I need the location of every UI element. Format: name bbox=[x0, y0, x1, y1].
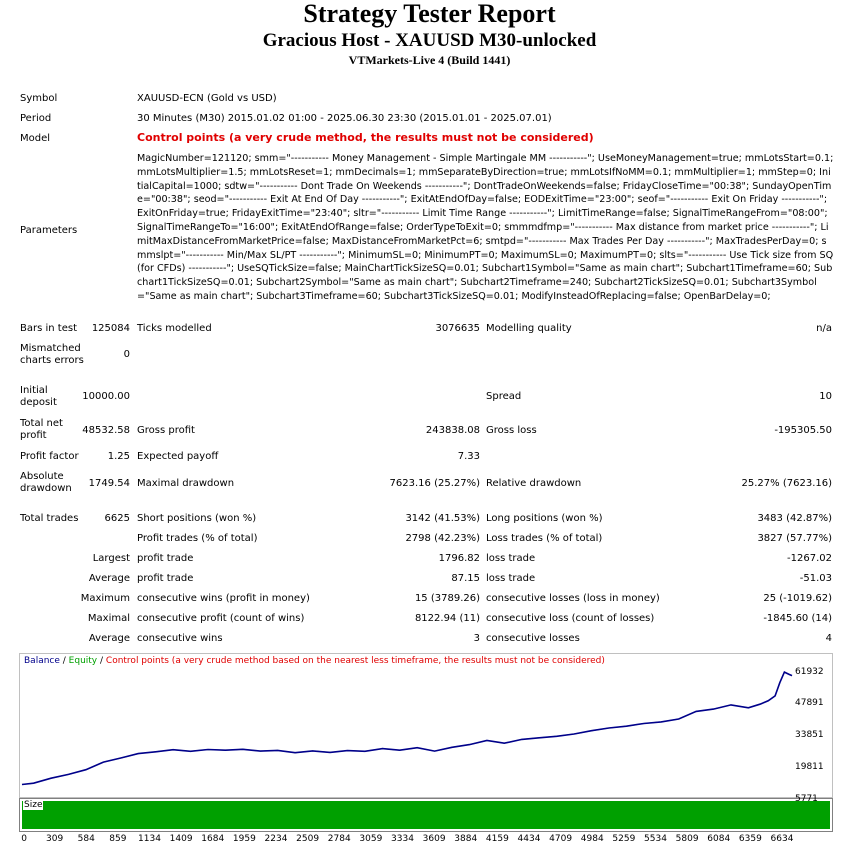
average-loss-label: loss trade bbox=[486, 573, 536, 584]
maximal-loss-label: consecutive loss (count of losses) bbox=[486, 613, 655, 624]
grossprofit-value: 243838.08 bbox=[425, 425, 480, 436]
avg-wins-label: consecutive wins bbox=[137, 633, 223, 644]
payoff-value: 7.33 bbox=[457, 451, 480, 462]
max-losses-value: 25 (-1019.62) bbox=[763, 593, 832, 604]
netprofit-label: Total net profit bbox=[20, 418, 63, 441]
ticks-label: Ticks modelled bbox=[137, 323, 212, 334]
ltrades-label: Loss trades (% of total) bbox=[486, 533, 603, 544]
symbol-label: Symbol bbox=[20, 93, 58, 104]
long-label: Long positions (won %) bbox=[486, 513, 603, 524]
x-tick-label: 3609 bbox=[422, 834, 446, 844]
report-subtitle: Gracious Host - XAUUSD M30-unlocked bbox=[262, 30, 597, 51]
spread-label: Spread bbox=[486, 391, 522, 402]
average-loss-value: -51.03 bbox=[799, 573, 832, 584]
grossloss-label: Gross loss bbox=[486, 425, 537, 436]
y-tick-label: 5771 bbox=[795, 794, 818, 804]
parameters-value: MagicNumber=121120; smm="----------- Money Management - Simple Martingale MM -----------"; UseMoneyManagement=true; mmLotsStart=0.1; mmLotsMultiplier=1.5; mmLotsReset=1; mmDecimals=1; mmSeparateByDirection=true; mmLotsIfNoMM=0.1; mmMultiplier=1; mmStep=0; InitialCapital=1000; sdtw="----------- Dont Trade On Weekends -----------"; DontTradeOnWeekends=false; FridayCloseTime="00:38"; SundayOpenTime="00:38"; seod="----------- Exit At End Of Day -----------"; ExitAtEndOfDay=false; EODExitTime="23:00"; seof="----------- Exit On Friday -----------"; ExitOnFriday=true; FridayExitTime="23:40"; sltr="----------- Limit Time Range -----------"; LimitTimeRange=false; SignalTimeRangeFrom="08:00"; SignalTimeRangeTo="16:00"; ExitAtEndOfRange=false; OrderTypeToExit=0; smmmdfmp="----------- Max distance from market price -----------"; LimitMaxDistanceFromMarketPrice=false; MaxDistanceFromMarketPct=6; smtpd="----------- Max Trades Per Day -----------"; MaxTradesPerDay=0; smmslpt="----------- Min/Max SL/PT -----------"; MinimumSL=0; MinimumPT=0; MaximumSL=0; MaximumPT=0; slts="----------- Use Tick size from SQ (for CFDs) -----------"; UseSQTickSize=false; MainChartTickSizeSQ=0.01; Subchart1Symbol="Same as main chart"; Subchart1Timeframe=60; Subchart1TickSizeSQ=0.01; Subchart2Symbol="Same as main chart"; Subchart2Timeframe=240; Subchart2TickSizeSQ=0.01; Subchart3Symbol="Same as main chart"; Subchart3Timeframe=60; Subchart3TickSizeSQ=0.01; ModifyInsteadOfReplacing=false; OpenBarDelay=0; bbox=[137, 153, 834, 302]
pf-label: Profit factor bbox=[20, 451, 79, 462]
model-value: Control points (a very crude method, the results must not be considered) bbox=[137, 131, 594, 144]
maxdd-value: 7623.16 (25.27%) bbox=[389, 478, 480, 489]
x-tick-label: 4434 bbox=[517, 834, 541, 844]
mismatch-label: Mismatched charts errors bbox=[20, 343, 84, 366]
x-tick-label: 5259 bbox=[612, 834, 636, 844]
y-tick-label: 47891 bbox=[795, 698, 824, 708]
y-tick-label: 61932 bbox=[795, 667, 824, 677]
average-profit-label: profit trade bbox=[137, 573, 194, 584]
maximal-label: Maximal bbox=[87, 613, 130, 624]
x-tick-label: 6084 bbox=[707, 834, 731, 844]
max-losses-label: consecutive losses (loss in money) bbox=[486, 593, 660, 604]
absdd-label: Absolute drawdown bbox=[20, 471, 72, 494]
grossprofit-label: Gross profit bbox=[137, 425, 195, 436]
x-tick-label: 5534 bbox=[644, 834, 667, 844]
largest-loss-label: loss trade bbox=[486, 553, 536, 564]
payoff-label: Expected payoff bbox=[137, 451, 219, 462]
mismatch-value: 0 bbox=[123, 349, 130, 360]
legend-sep: / bbox=[97, 656, 106, 666]
x-tick-label: 2509 bbox=[296, 834, 320, 844]
legend-balance: Balance bbox=[24, 656, 60, 666]
quality-label: Modelling quality bbox=[486, 323, 572, 334]
trades-label: Total trades bbox=[20, 513, 79, 524]
largest-loss-value: -1267.02 bbox=[787, 553, 832, 564]
x-tick-label: 859 bbox=[109, 834, 127, 844]
deposit-value: 10000.00 bbox=[82, 391, 130, 402]
server-build: VTMarkets-Live 4 (Build 1441) bbox=[348, 53, 511, 67]
short-value: 3142 (41.53%) bbox=[405, 513, 480, 524]
x-tick-label: 309 bbox=[46, 834, 64, 844]
bars-value: 125084 bbox=[91, 323, 130, 334]
largest-profit-label: profit trade bbox=[137, 553, 194, 564]
x-tick-label: 3884 bbox=[454, 834, 478, 844]
x-tick-label: 2234 bbox=[264, 834, 288, 844]
spread-value: 10 bbox=[819, 391, 832, 402]
size-bar bbox=[22, 801, 830, 829]
avg-wins-value: 3 bbox=[473, 633, 480, 644]
maximal-profit-label: consecutive profit (count of wins) bbox=[137, 613, 305, 624]
legend-sep: / bbox=[59, 656, 69, 666]
deposit-label: Initial deposit bbox=[20, 385, 57, 408]
grossloss-value: -195305.50 bbox=[774, 425, 832, 436]
avg2-label: Average bbox=[88, 633, 130, 644]
netprofit-value: 48532.58 bbox=[82, 425, 130, 436]
ptrades-label: Profit trades (% of total) bbox=[137, 533, 258, 544]
legend-note: Control points (a very crude method based on the nearest less timeframe, the results must not be considered) bbox=[105, 656, 605, 666]
chart-plot bbox=[20, 654, 832, 797]
equity-line bbox=[22, 672, 792, 784]
y-tick-label: 33851 bbox=[795, 730, 824, 740]
y-tick-label: 19811 bbox=[795, 762, 824, 772]
largest-label: Largest bbox=[92, 553, 130, 564]
x-tick-label: 0 bbox=[21, 834, 28, 844]
ptrades-value: 2798 (42.23%) bbox=[405, 533, 480, 544]
maximal-profit-value: 8122.94 (11) bbox=[414, 613, 480, 624]
max-wins-label: consecutive wins (profit in money) bbox=[137, 593, 310, 604]
x-tick-label: 1959 bbox=[232, 834, 256, 844]
x-tick-label: 584 bbox=[77, 834, 95, 844]
quality-value: n/a bbox=[816, 323, 832, 334]
bars-label: Bars in test bbox=[20, 323, 77, 334]
short-label: Short positions (won %) bbox=[137, 513, 257, 524]
size-chart bbox=[19, 798, 833, 832]
report-title: Strategy Tester Report bbox=[303, 0, 556, 28]
x-tick-label: 1684 bbox=[201, 834, 225, 844]
reldd-label: Relative drawdown bbox=[486, 478, 582, 489]
avg-losses-value: 4 bbox=[825, 633, 832, 644]
x-tick-label: 2784 bbox=[327, 834, 351, 844]
x-tick-label: 1134 bbox=[138, 834, 161, 844]
maximal-loss-value: -1845.60 (14) bbox=[763, 613, 832, 624]
maxdd-label: Maximal drawdown bbox=[137, 478, 235, 489]
x-tick-label: 3059 bbox=[359, 834, 383, 844]
max-wins-value: 15 (3789.26) bbox=[414, 593, 480, 604]
reldd-value: 25.27% (7623.16) bbox=[741, 478, 832, 489]
size-label: Size bbox=[24, 800, 43, 810]
x-tick-label: 3334 bbox=[391, 834, 414, 844]
maximum-label: Maximum bbox=[80, 593, 130, 604]
x-tick-label: 5809 bbox=[675, 834, 699, 844]
balance-line bbox=[22, 672, 792, 784]
x-tick-label: 6634 bbox=[770, 834, 794, 844]
model-label: Model bbox=[20, 133, 51, 144]
trades-value: 6625 bbox=[104, 513, 130, 524]
parameters-label: Parameters bbox=[20, 225, 78, 236]
ticks-value: 3076635 bbox=[435, 323, 480, 334]
chart-legend bbox=[24, 656, 605, 666]
x-tick-label: 4709 bbox=[549, 834, 573, 844]
pf-value: 1.25 bbox=[107, 451, 130, 462]
ltrades-value: 3827 (57.77%) bbox=[757, 533, 832, 544]
avg-losses-label: consecutive losses bbox=[486, 633, 580, 644]
largest-profit-value: 1796.82 bbox=[438, 553, 480, 564]
legend-equity: Equity bbox=[68, 656, 98, 666]
absdd-value: 1749.54 bbox=[88, 478, 130, 489]
average-profit-value: 87.15 bbox=[451, 573, 480, 584]
long-value: 3483 (42.87%) bbox=[757, 513, 832, 524]
symbol-value: XAUUSD-ECN (Gold vs USD) bbox=[137, 93, 277, 104]
x-tick-label: 6359 bbox=[738, 834, 762, 844]
balance-chart bbox=[19, 653, 833, 798]
x-tick-label: 4159 bbox=[485, 834, 509, 844]
average-label: Average bbox=[88, 573, 130, 584]
period-value: 30 Minutes (M30) 2015.01.02 01:00 - 2025.06.30 23:30 (2015.01.01 - 2025.07.01) bbox=[137, 113, 552, 124]
x-tick-label: 4984 bbox=[580, 834, 604, 844]
period-label: Period bbox=[20, 113, 52, 124]
x-tick-label: 1409 bbox=[169, 834, 193, 844]
